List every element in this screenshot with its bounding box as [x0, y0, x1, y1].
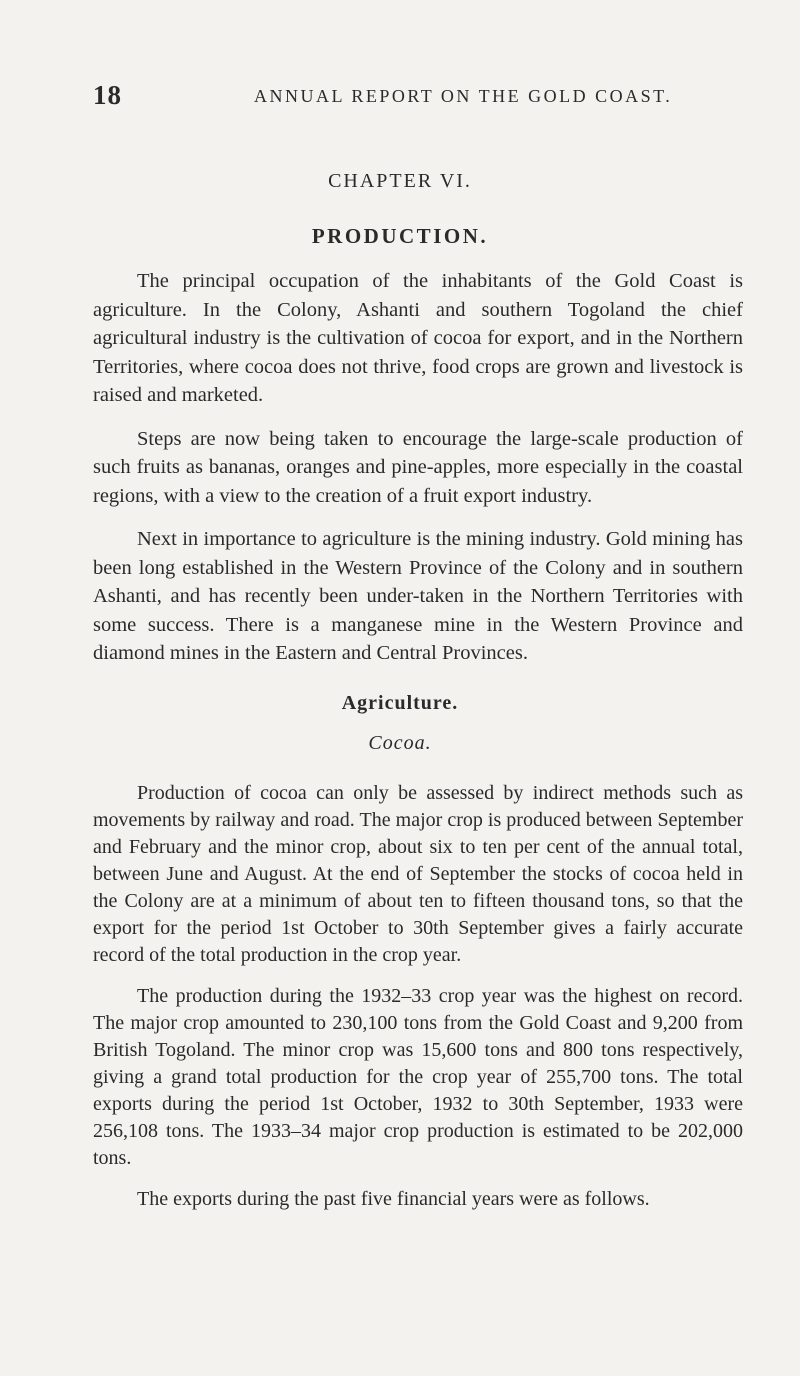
- cocoa-text: [93, 780, 743, 1213]
- section-heading: Agriculture.: [341, 692, 459, 714]
- intro-text: [93, 267, 743, 668]
- paragraph: Production of cocoa can only be assessed by indirect methods such as movements by railway and road. The major crop is produced between September and February and the minor crop, about six to ten per cent of the annual total, between June and August. At the end of September the stocks of cocoa held in the Colony are at a minimum of about ten to fifteen thousand tons, so that the export for the period 1st October to 30th September gives a fairly accurate record of the total production in the crop year.: [93, 782, 743, 966]
- subsection-heading: Cocoa.: [368, 732, 432, 754]
- paragraph: Next in importance to agriculture is the mining industry. Gold mining has been long established in the Western Province of the Colony and in southern Ashanti, and has recently been under-taken in the Northern Territories with some success. There is a manganese mine in the Western Province and diamond mines in the Eastern and Central Provinces.: [93, 528, 743, 664]
- paragraph: The principal occupation of the inhabitants of the Gold Coast is agriculture. In the Colony, Ashanti and southern Togoland the chief agricultural industry is the cultivation of cocoa for export, and in the Northern Territories, where cocoa does not thrive, food crops are grown and livestock is raised and marketed.: [93, 270, 743, 406]
- paragraph: The exports during the past five financial years were as follows.: [137, 1188, 650, 1210]
- running-head: ANNUAL REPORT ON THE GOLD COAST.: [254, 86, 673, 106]
- page-number: 18: [93, 80, 122, 110]
- chapter-label: CHAPTER VI.: [328, 170, 472, 192]
- paragraph: The production during the 1932–33 crop year was the highest on record. The major crop amounted to 230,100 tons from the Gold Coast and 9,200 from British Togoland. The minor crop was 15,600 tons and 800 tons respectively, giving a grand total production for the crop year of 255,700 tons. The total exports during the period 1st October, 1932 to 30th September, 1933 were 256,108 tons. The 1933–34 major crop production is estimated to be 202,000 tons.: [93, 985, 743, 1169]
- paragraph: Steps are now being taken to encourage the large-scale production of such fruits as bananas, oranges and pine-apples, more especially in the coastal regions, with a view to the creation of a fruit export industry.: [93, 427, 743, 507]
- chapter-title: PRODUCTION.: [311, 224, 489, 248]
